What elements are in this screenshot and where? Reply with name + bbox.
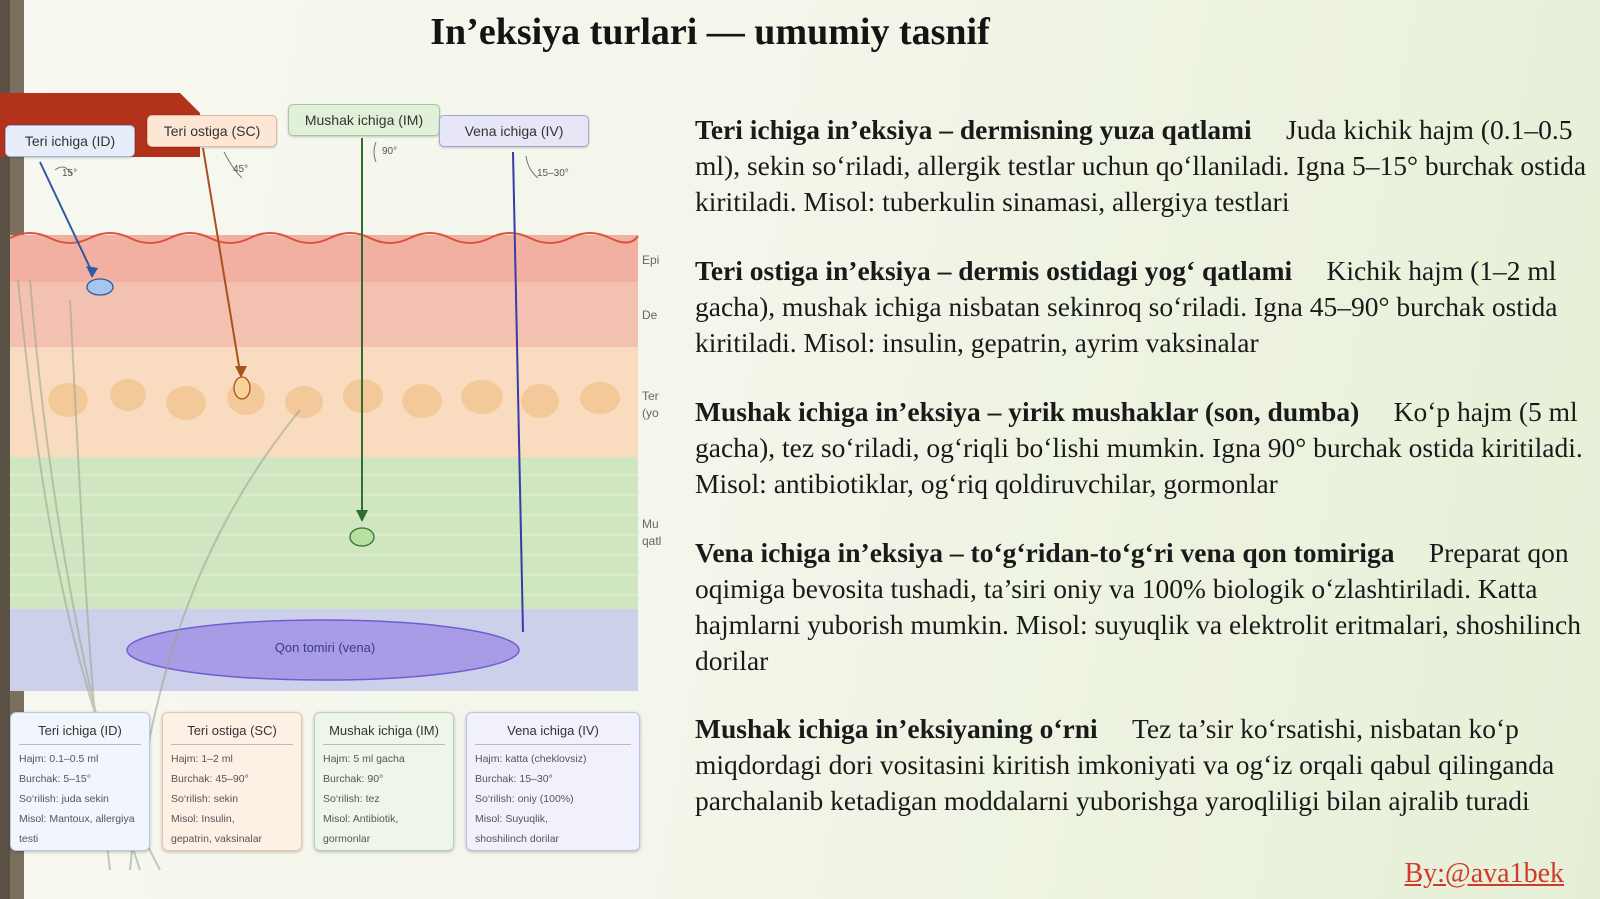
card-im-line: So‘rilish: tez [323, 793, 380, 805]
card-sc-title: Teri ostiga (SC) [171, 723, 293, 745]
layer-label-de: De [642, 308, 658, 322]
card-id-line: Hajm: 0.1–0.5 ml [19, 753, 99, 765]
id-bleb [87, 279, 113, 295]
card-iv [466, 712, 640, 851]
section-body: Kichik hajm (1–2 ml gacha), mushak ichiga nisbatan sekinroq so‘riladi. Igna 45–90° burchak ostida kiritiladi. Misol: insulin, gepatrin, ayrim vaksinalar [695, 255, 1558, 358]
section-intramuscular [695, 394, 1590, 502]
slide-title: In’eksiya turlari — umumiy tasnif [430, 11, 990, 53]
angle-iv: 15–30° [537, 168, 569, 179]
layer-label-ter: Ter (yo [642, 389, 659, 420]
card-im-line: Burchak: 90° [323, 773, 384, 785]
section-body: Ko‘p hajm (5 ml gacha), tez so‘riladi, og‘riqli bo‘lishi mumkin. Igna 90° burchak ostida kiritiladi. Misol: antibiotiklar, og‘riq qoldiruvchilar, gormonlar [695, 396, 1583, 499]
card-im-line: Hajm: 5 ml gacha [323, 753, 405, 765]
layer-label-epi: Epi [642, 253, 660, 267]
angle-sc: 45° [233, 164, 249, 175]
card-iv-line: Hajm: katta (cheklovsiz) [475, 753, 587, 765]
card-id-line: Misol: Mantoux, allergiya [19, 813, 135, 825]
section-im-role [695, 711, 1590, 819]
card-sc-line: Misol: Insulin, [171, 813, 235, 825]
card-im-line: Misol: Antibiotik, [323, 813, 399, 825]
angle-id: 15° [62, 168, 78, 179]
author-credit-link[interactable]: By:@ava1bek [1404, 858, 1564, 889]
card-iv-title: Vena ichiga (IV) [475, 723, 631, 745]
section-heading: Vena ichiga in’eksiya – to‘g‘ridan-to‘g‘ri vena qon tomiriga [695, 537, 1395, 568]
card-im-title: Mushak ichiga (IM) [323, 723, 445, 745]
section-body: Preparat qon oqimiga bevosita tushadi, ta’siri oniy va 100% biologik o‘zlashtiriladi. Katta hajmlarni yuborish mumkin. Misol: suyuqlik va elektrolit eritmalari, shoshilinch dorilar [695, 537, 1582, 676]
muscle-layer [10, 457, 638, 609]
angle-im: 90° [382, 146, 398, 157]
im-depot [350, 528, 374, 546]
card-sc [162, 712, 302, 851]
section-heading: Mushak ichiga in’eksiyaning o‘rni [695, 713, 1098, 744]
injection-diagram [10, 100, 662, 870]
im-angle-arc [374, 142, 376, 162]
section-body: Tez ta’sir ko‘rsatishi, nisbatan ko‘p miqdordagi dori vositasini kiritish imkoniyati va og‘iz orqali qabul qilinganda parchalanib ketadigan moddalarni yuborishga yaroqliligi bilan ajralib turadi [695, 713, 1555, 816]
label-iv: Vena ichiga (IV) [439, 115, 589, 147]
card-id-title: Teri ichiga (ID) [19, 723, 141, 745]
card-iv-line: Misol: Suyuqlik, [475, 813, 548, 825]
card-im-line: gormonlar [323, 833, 371, 845]
label-im: Mushak ichiga (IM) [288, 104, 440, 136]
vein-label: Qon tomiri (vena) [274, 640, 376, 655]
section-intravenous [695, 535, 1590, 679]
sc-depot [234, 377, 250, 399]
section-heading: Mushak ichiga in’eksiya – yirik mushaklar (son, dumba) [695, 396, 1360, 427]
section-intradermal [695, 112, 1590, 220]
card-im [314, 712, 454, 851]
section-heading: Teri ostiga in’eksiya – dermis ostidagi yog‘ qatlami [695, 255, 1293, 286]
label-id: Teri ichiga (ID) [5, 125, 135, 157]
section-heading: Teri ichiga in’eksiya – dermisning yuza qatlami [695, 114, 1252, 145]
card-sc-line: So‘rilish: sekin [171, 793, 239, 805]
card-iv-line: shoshilinch dorilar [475, 833, 560, 845]
section-subcutaneous [695, 253, 1590, 361]
card-sc-line: Burchak: 45–90° [171, 773, 249, 785]
label-sc: Teri ostiga (SC) [147, 115, 277, 147]
card-iv-line: So‘rilish: oniy (100%) [475, 793, 574, 805]
card-id-line: So‘rilish: juda sekin [19, 793, 109, 805]
card-sc-line: Hajm: 1–2 ml [171, 753, 233, 765]
card-id [10, 712, 150, 851]
card-id-line: testi [19, 833, 39, 845]
section-body: Juda kichik hajm (0.1–0.5 ml), sekin so‘riladi, allergik testlar uchun qo‘llaniladi. Igna 5–15° burchak ostida kiritiladi. Misol: tuberkulin sinamasi, allergiya testlari [695, 114, 1587, 217]
card-id-line: Burchak: 5–15° [19, 773, 91, 785]
card-sc-line: gepatrin, vaksinalar [171, 833, 263, 845]
layer-label-mu: Mu qatl [642, 517, 662, 548]
card-iv-line: Burchak: 15–30° [475, 773, 553, 785]
